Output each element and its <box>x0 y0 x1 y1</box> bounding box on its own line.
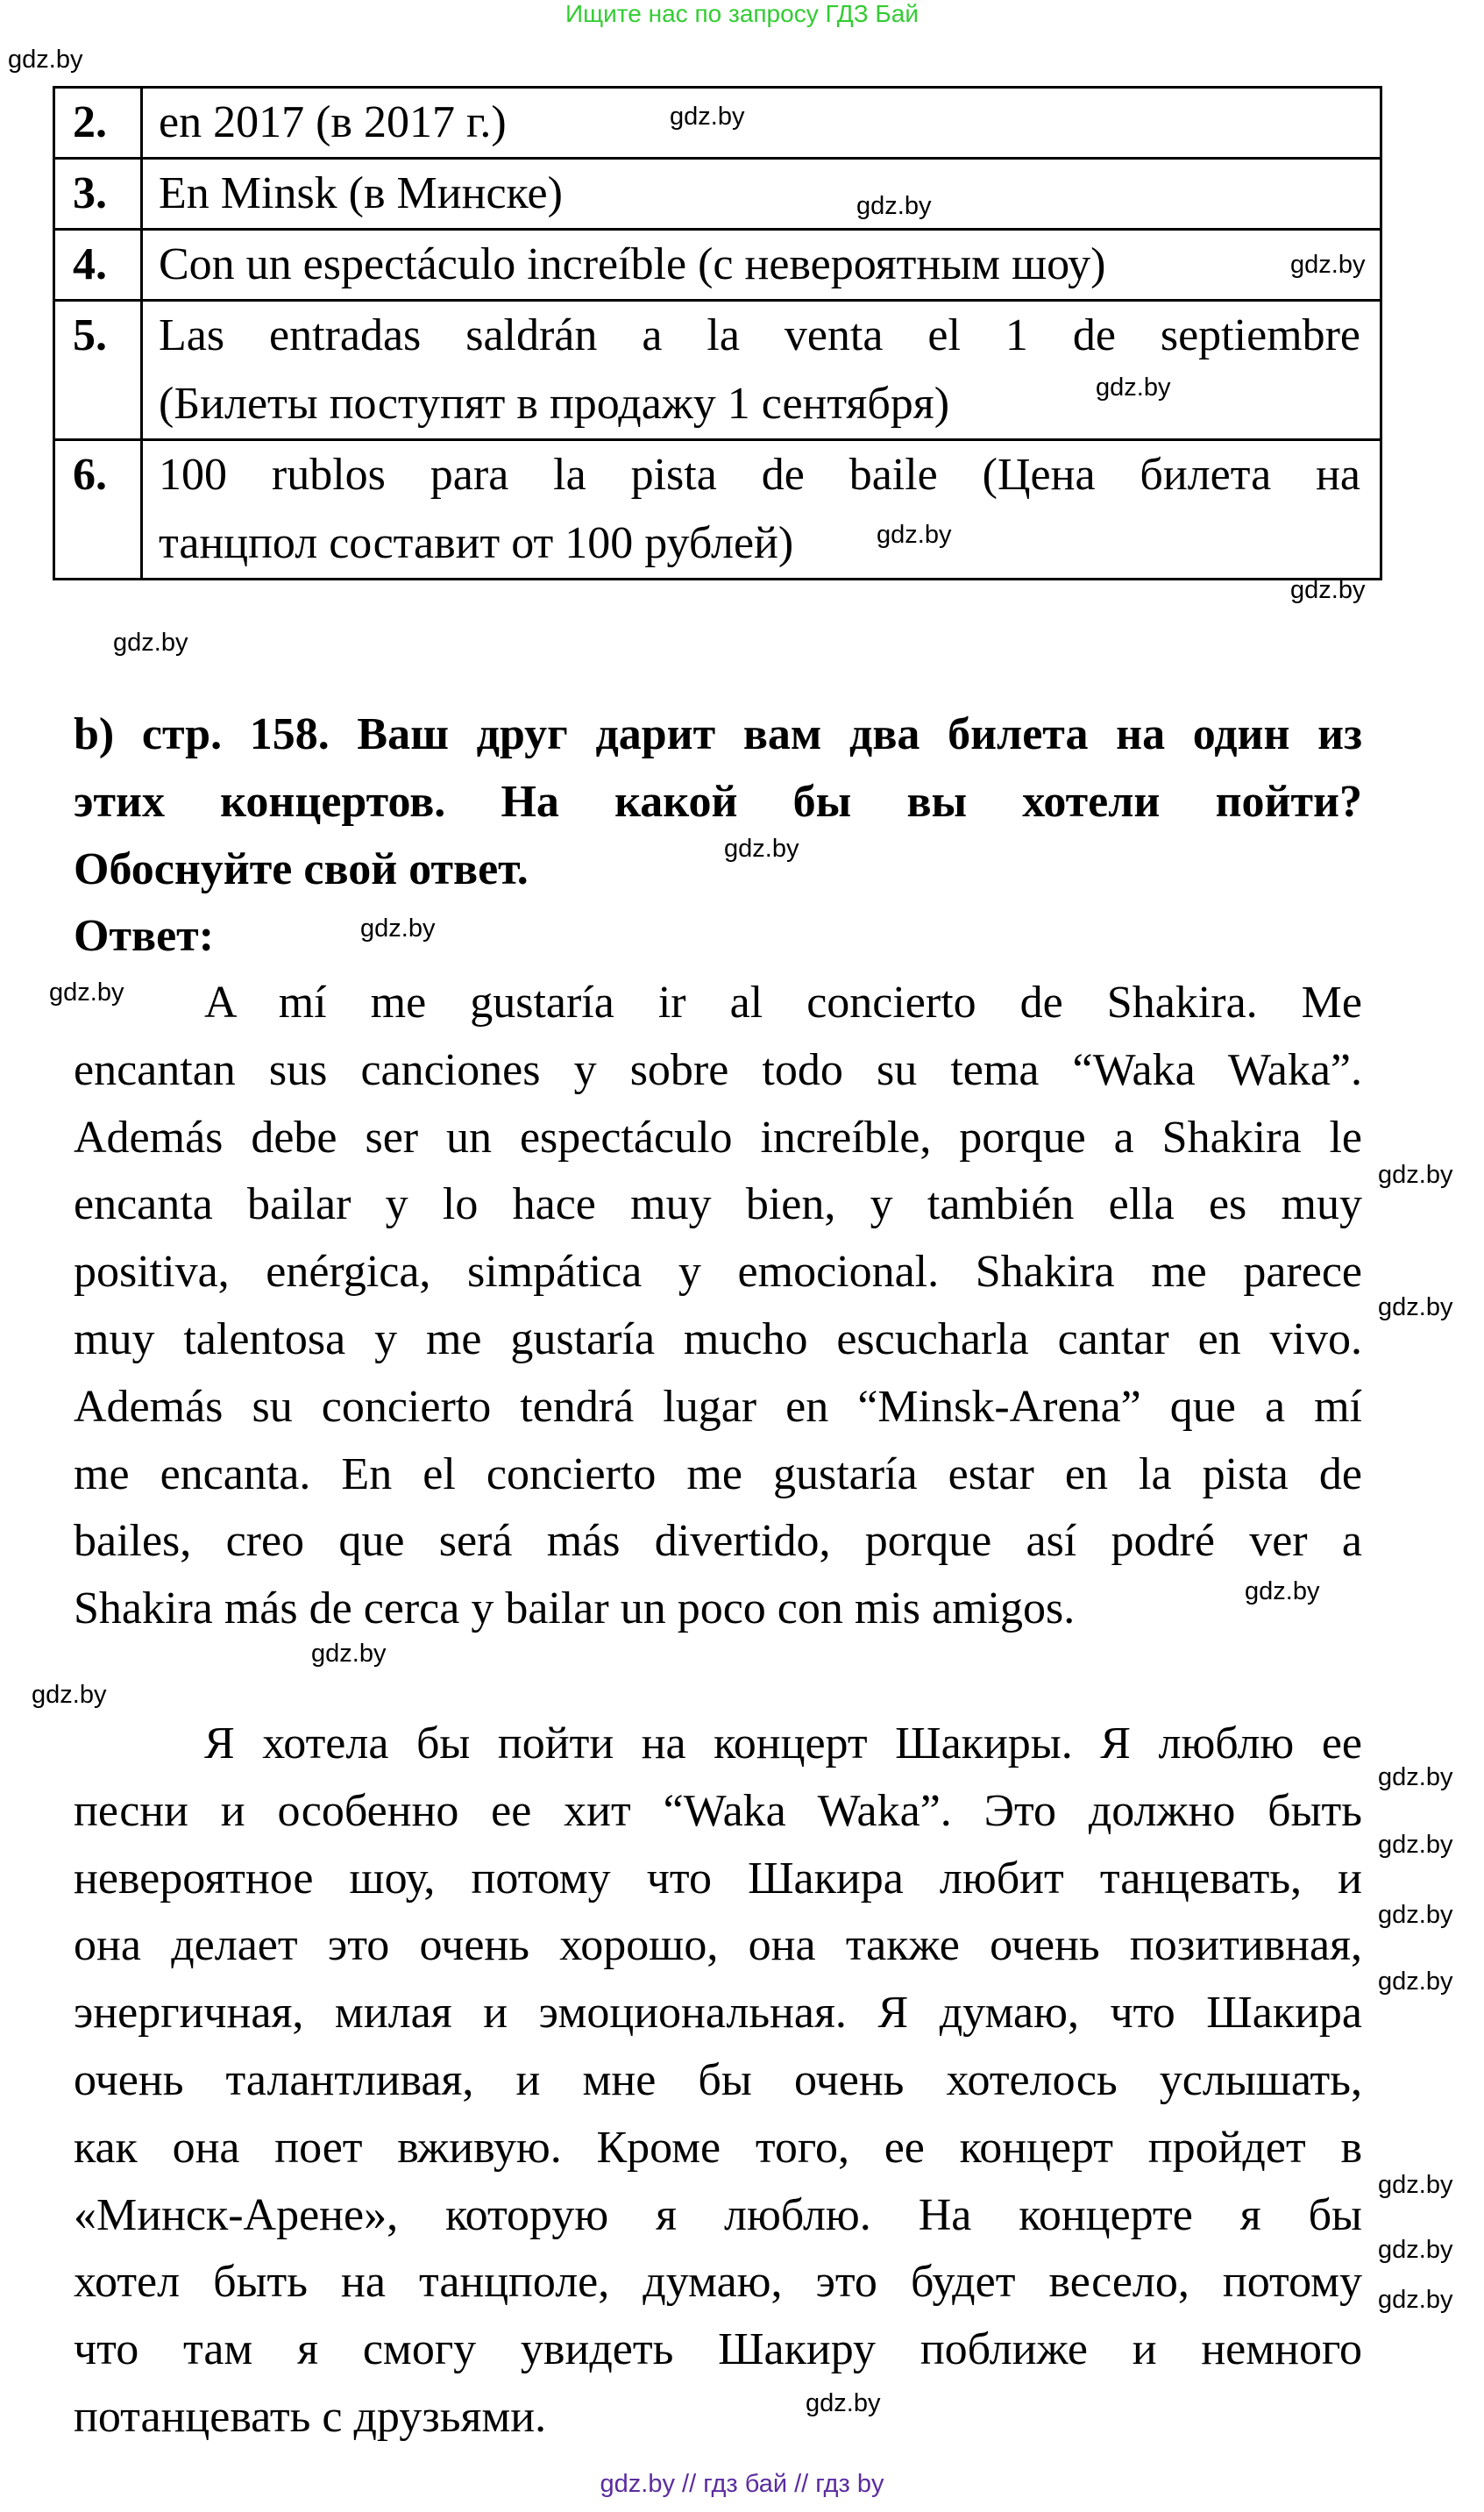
answer-spanish-line: A mí me gustaría ir al concierto de Shakira. Me <box>204 978 1362 1028</box>
watermark: gdz.by <box>1378 2171 1453 2199</box>
watermark: gdz.by <box>1378 1763 1453 1791</box>
answer-russian-line: потанцевать с друзьями. <box>74 2392 547 2442</box>
watermark: gdz.by <box>724 835 799 863</box>
answer-spanish-line: me encanta. En el concierto me gustaría estar en la pista de <box>74 1448 1362 1499</box>
watermark: gdz.by <box>311 1640 387 1668</box>
row-number: 2. <box>54 88 142 159</box>
watermark: gdz.by <box>1378 1293 1453 1321</box>
answer-spanish-line: positiva, enérgica, simpática y emocional. Shakira me parece <box>74 1247 1362 1298</box>
question-line: Обоснуйте свой ответ. <box>74 843 529 894</box>
row-text-line: en 2017 (в 2017 г.) <box>159 97 507 147</box>
row-number: 6. <box>54 440 142 580</box>
watermark: gdz.by <box>113 629 188 657</box>
answer-russian-line: энергичная, милая и эмоциональная. Я думаю, что Шакира <box>74 1988 1362 2039</box>
row-text-line: 100 rublos para la pista de baile (Цена билета на <box>159 450 1360 500</box>
row-number: 3. <box>54 159 142 230</box>
row-text-line: Con un espectáculo increíble (с невероятным шоу) <box>159 239 1106 289</box>
watermark: gdz.by <box>49 978 124 1007</box>
answer-spanish-line: bailes, creo que será más divertido, porque así podré ver a <box>74 1516 1362 1567</box>
answer-russian-line: невероятное шоу, потому что Шакира любит танцевать, и <box>74 1853 1362 1904</box>
answers-table <box>53 86 1382 580</box>
row-text-line: En Minsk (в Минске) <box>159 168 563 218</box>
answer-russian-line: песни и особенно ее хит “Waka Waka”. Это должно быть <box>74 1785 1362 1836</box>
row-text-line: (Билеты поступят в продажу 1 сентября) <box>159 379 950 429</box>
table-row <box>54 440 1381 580</box>
watermark: gdz.by <box>1378 1901 1453 1929</box>
answer-spanish-line: encantan sus canciones y sobre todo su tema “Waka Waka”. <box>74 1044 1362 1095</box>
row-text <box>142 159 1381 230</box>
answer-spanish-line: Shakira más de cerca y bailar un poco con mis amigos. <box>74 1583 1076 1634</box>
watermark: gdz.by <box>1378 1161 1453 1189</box>
watermark: gdz.by <box>1290 576 1366 604</box>
watermark: gdz.by <box>1378 1831 1453 1859</box>
table-row <box>54 230 1381 301</box>
answer-russian-line: хотел быть на танцполе, думаю, это будет весело, потому <box>74 2257 1362 2308</box>
row-text <box>142 88 1381 159</box>
row-number: 5. <box>54 301 142 440</box>
answer-russian-line: как она поет вживую. Кроме того, ее концерт пройдет в <box>74 2122 1362 2173</box>
row-number: 4. <box>54 230 142 301</box>
watermark: gdz.by <box>1378 2286 1453 2314</box>
row-text <box>142 440 1381 580</box>
watermark: gdz.by <box>1245 1577 1320 1605</box>
row-text <box>142 230 1381 301</box>
watermark: gdz.by <box>360 914 436 943</box>
answer-russian-line: очень талантливая, и мне бы очень хотелось услышать, <box>74 2055 1362 2105</box>
answer-spanish-line: encanta bailar y lo hace muy bien, y también ella es muy <box>74 1179 1362 1230</box>
question-line: b) стр. 158. Ваш друг дарит вам два билета на один из <box>74 709 1362 759</box>
question-line: этих концертов. На какой бы вы хотели пойти? <box>74 776 1362 827</box>
table-row <box>54 159 1381 230</box>
watermark: gdz.by <box>877 521 952 549</box>
table-row <box>54 301 1381 440</box>
search-banner: Ищите нас по запросу ГДЗ Бай <box>564 0 920 27</box>
watermark: gdz.by <box>1378 2236 1453 2264</box>
watermark: gdz.by <box>1378 1968 1453 1996</box>
watermark: gdz.by <box>856 192 932 220</box>
watermark: gdz.by <box>1096 374 1171 402</box>
footer-links[interactable]: gdz.by // гдз бай // гдз by <box>600 2470 884 2498</box>
answer-russian-line: «Минск-Арене», которую я люблю. На концерте я бы <box>74 2189 1362 2240</box>
answer-spanish-line: Además su concierto tendrá lugar en “Minsk-Arena” que a mí <box>74 1381 1362 1432</box>
answer-russian-line: что там я смогу увидеть Шакиру поближе и немного <box>74 2324 1362 2375</box>
row-text-line: Las entradas saldrán a la venta el 1 de septiembre <box>159 310 1360 360</box>
watermark: gdz.by <box>670 103 745 131</box>
watermark: gdz.by <box>806 2389 881 2417</box>
answer-russian-line: она делает это очень хорошо, она также очень позитивная, <box>74 1920 1362 1971</box>
watermark: gdz.by <box>32 1681 107 1709</box>
row-text-line: танцпол составит от 100 рублей) <box>159 518 794 568</box>
watermark: gdz.by <box>8 46 83 74</box>
watermark: gdz.by <box>1290 251 1366 279</box>
row-text <box>142 301 1381 440</box>
answer-spanish-line: Además debe ser un espectáculo increíble, porque a Shakira le <box>74 1112 1362 1163</box>
answer-label: Ответ: <box>74 911 215 962</box>
answer-spanish-line: muy talentosa y me gustaría mucho escucharla cantar en vivo. <box>74 1314 1362 1364</box>
answer-russian-line: Я хотела бы пойти на концерт Шакиры. Я люблю ее <box>204 1719 1362 1768</box>
